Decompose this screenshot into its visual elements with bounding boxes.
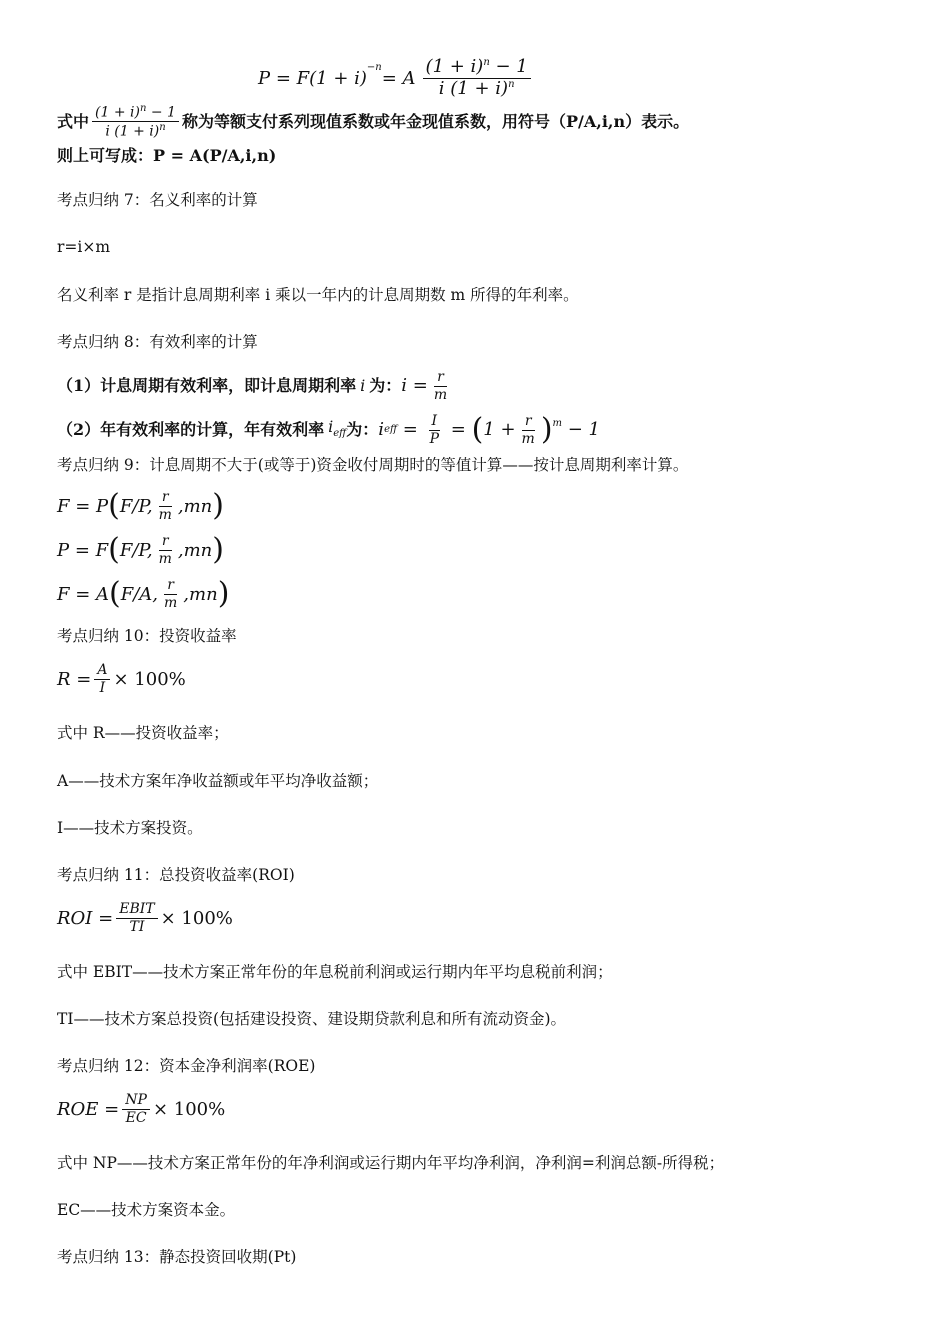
k8-item2-frac-ip [427,414,442,446]
k9-f3-den: m [164,594,178,611]
annuity-factor-line [57,104,689,140]
annuity-factor-fraction [92,104,179,140]
factor-num-exp: n [139,103,147,114]
k7-title: 考点归纳 7：名义利率的计算 [57,191,258,209]
k12-tail: × 100% [152,1098,226,1120]
k9-formula-3 [57,578,229,610]
k9-f2-open: ( [108,532,120,568]
k9-f1-den: m [158,506,172,523]
k7-formula: r=i×m [57,238,111,256]
k8-item1-var: i [360,376,366,396]
factor-den: i (1 + i) [105,124,160,140]
then-line: 则上可写成：P = A(P/A,i,n) [57,146,277,165]
k9-f1-inner: F/P, [119,495,153,517]
k10-tail: × 100% [113,668,186,690]
factor-num: (1 + i) [95,104,140,121]
k10-title: 考点归纳 10：投资收益率 [57,627,237,645]
k11-line-2: TI——技术方案总投资(包括建设投资、建设期贷款利息和所有流动资金)。 [57,1010,567,1028]
k7-description: 名义利率 r 是指计息周期利率 i 乘以一年内的计息周期数 m 所得的年利率。 [57,286,579,304]
k11-num: EBIT [116,902,157,919]
k8-item1-num: r [434,370,447,387]
k9-f1-open: ( [108,488,120,524]
k10-den: I [99,679,106,696]
k9-f3-lhs: F = A [57,583,110,605]
k11-frac [116,902,157,934]
k10-num: A [94,663,110,680]
k9-formula-2 [57,534,224,566]
k10-formula [57,663,186,695]
k8-item2-var [328,417,346,444]
k10-frac [94,663,110,695]
eq-exponent: −n [366,62,382,73]
k11-tail: × 100% [160,907,233,929]
k12-num: NP [122,1093,150,1110]
k8-item2-r: r [522,414,535,431]
k8-item2-var-sub: eff [333,427,347,439]
k8-item2-frac-rm [519,414,538,446]
annuity-line-prefix: 式中 [57,111,90,131]
k9-f3-open: ( [109,576,121,612]
k9-f3-tail: ,mn [183,583,218,605]
eq-lhs: P = F(1 + i) [258,67,367,89]
k9-f2-frac [156,534,175,566]
k9-f2-num: r [159,534,172,551]
k12-formula [57,1093,225,1125]
frac-den-exp: n [508,78,515,90]
annuity-fraction [423,58,531,99]
k9-f3-frac [161,578,180,610]
k9-title: 考点归纳 9：计息周期不大于(或等于)资金收付周期时的等值计算——按计息周期利率计算。 [57,456,689,474]
k9-f1-close: ) [212,488,224,524]
k8-item2-eq2: = [445,419,472,441]
frac-num: (1 + i) [425,56,484,77]
k9-f1-lhs: F = P [57,495,109,517]
k9-f3-close: ) [217,576,230,612]
frac-num-tail: − 1 [489,56,528,77]
k8-item1-fraction [431,370,450,402]
k9-f2-den: m [158,550,172,567]
k10-line-1: 式中 R——投资收益率； [57,724,229,742]
k8-item2-tail: − 1 [562,419,601,441]
k8-item1-prefix: （1）计息周期有效利率，即计息周期利率 [57,376,357,396]
k8-item-2 [57,414,600,446]
k8-item2-eq: = [397,419,424,441]
k8-item2-exp: m [552,418,563,429]
factor-den-exp: n [159,122,166,134]
k8-item2-open-paren: ( [471,412,484,448]
k9-f1-frac [156,490,175,522]
k10-line-3: I——技术方案投资。 [57,819,203,837]
frac-den: i (1 + i) [438,77,509,99]
k8-item2-num: I [429,414,441,431]
k8-item2-prefix: （2）年有效利率的计算，年有效利率 [57,420,325,440]
k12-lhs: ROE = [57,1098,120,1120]
k10-line-2: A——技术方案年净收益额或年平均净收益额； [57,772,379,790]
k8-item2-lhs: i [378,419,385,441]
k8-item2-close-paren: ) [540,412,553,448]
k9-f2-tail: ,mn [177,539,213,561]
k8-item1-den: m [433,386,448,403]
k11-line-1: 式中 EBIT——技术方案正常年份的年息税前利润或运行期内年平均息税前利润； [57,963,613,981]
annuity-line-suffix: 称为等额支付系列现值系数或年金现值系数，用符号（P/A,i,n）表示。 [181,111,690,131]
k12-den: EC [125,1109,147,1126]
k9-f2-inner: F/P, [119,539,153,561]
k11-title: 考点归纳 11：总投资收益率(ROI) [57,866,295,884]
k8-item2-lhs-sub: eff [384,424,398,436]
k12-line-2: EC——技术方案资本金。 [57,1201,236,1219]
k8-item1-suffix: 为： [369,376,402,396]
k8-title: 考点归纳 8：有效利率的计算 [57,333,258,351]
k10-lhs: R = [57,668,92,690]
k8-item2-one: 1 + [483,419,516,441]
k8-item2-suffix: 为： [346,420,379,440]
k8-item-1 [57,370,453,402]
k8-item2-formula [378,414,600,446]
eq-mid: = A [381,67,416,89]
k9-f2-close: ) [212,532,224,568]
k9-f1-tail: ,mn [177,495,213,517]
k8-item1-lhs: i = [401,375,428,397]
k9-f2-lhs: P = F [57,539,109,561]
k9-f3-num: r [164,578,177,595]
k9-f3-inner: F/A, [120,583,159,605]
k11-lhs: ROI = [57,907,114,929]
k8-item2-den: P [429,430,440,447]
k12-title: 考点归纳 12：资本金净利润率(ROE) [57,1057,316,1075]
k12-frac [122,1093,150,1125]
k9-formula-1 [57,490,224,522]
k8-item2-var-letter: i [328,416,334,436]
factor-num-tail: − 1 [146,104,176,121]
k11-formula [57,902,233,934]
frac-num-exp: n [483,57,490,68]
annuity-present-value-equation [258,58,534,99]
k13-title: 考点归纳 13：静态投资回收期(Pt) [57,1248,297,1266]
k12-line-1: 式中 NP——技术方案正常年份的年净利润或运行期内年平均净利润，净利润=利润总额-所得税； [57,1154,725,1172]
k9-f1-num: r [159,490,172,507]
k8-item2-m: m [521,430,535,447]
k11-den: TI [129,918,145,935]
